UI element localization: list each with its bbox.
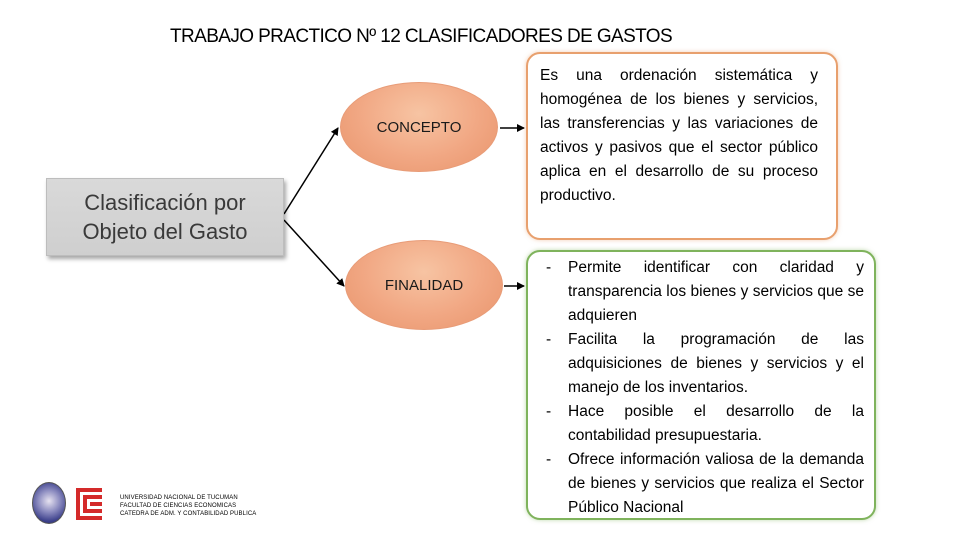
institution-line2: FACULTAD DE CIENCIAS ECONOMICAS [120, 503, 237, 509]
list-dash: - [546, 331, 552, 348]
arrow-to-finalidad [284, 220, 344, 286]
concepto-definition-box [526, 52, 838, 240]
finalidad-list [542, 256, 864, 520]
university-seal-icon [32, 482, 66, 524]
finalidad-list-box [526, 250, 876, 520]
concepto-oval [340, 82, 498, 172]
main-category-line2: Objeto del Gasto [82, 219, 248, 244]
finalidad-label: FINALIDAD [384, 276, 464, 294]
faculty-logo-icon [76, 488, 102, 520]
concepto-label: CONCEPTO [376, 118, 462, 136]
list-item: - Permite identificar con claridad y transparencia los bienes y servicios que se adquieren [542, 256, 864, 328]
page-title: TRABAJO PRACTICO Nº 12 CLASIFICADORES DE GASTOS [170, 26, 673, 47]
list-dash: - [546, 403, 552, 420]
institution-text [120, 494, 290, 518]
institution-line3: CATEDRA DE ADM. Y CONTABILIDAD PUBLICA [120, 511, 257, 517]
concepto-definition-text: Es una ordenación sistemática y homogénea de los bienes y servicios, las transferencias y las variaciones de activos y pasivos que el sector público aplica en el desarrollo de su proceso productivo. [540, 67, 818, 204]
institution-footer [26, 482, 286, 526]
list-item: - Hace posible el desarrollo de la contabilidad presupuestaria. [542, 400, 864, 448]
arrow-to-concepto [284, 128, 338, 214]
main-category-box [46, 178, 284, 256]
main-category-line1: Clasificación por [84, 190, 246, 215]
list-item: - Facilita la programación de las adquisiciones de bienes y servicios y el manejo de los inventarios. [542, 328, 864, 400]
list-item: - Ofrece información valiosa de la demanda de bienes y servicios que realiza el Sector Público Nacional [542, 448, 864, 520]
list-dash: - [546, 259, 552, 276]
institution-line1: UNIVERSIDAD NACIONAL DE TUCUMAN [120, 495, 238, 501]
list-dash: - [546, 451, 552, 468]
finalidad-oval [345, 240, 503, 330]
